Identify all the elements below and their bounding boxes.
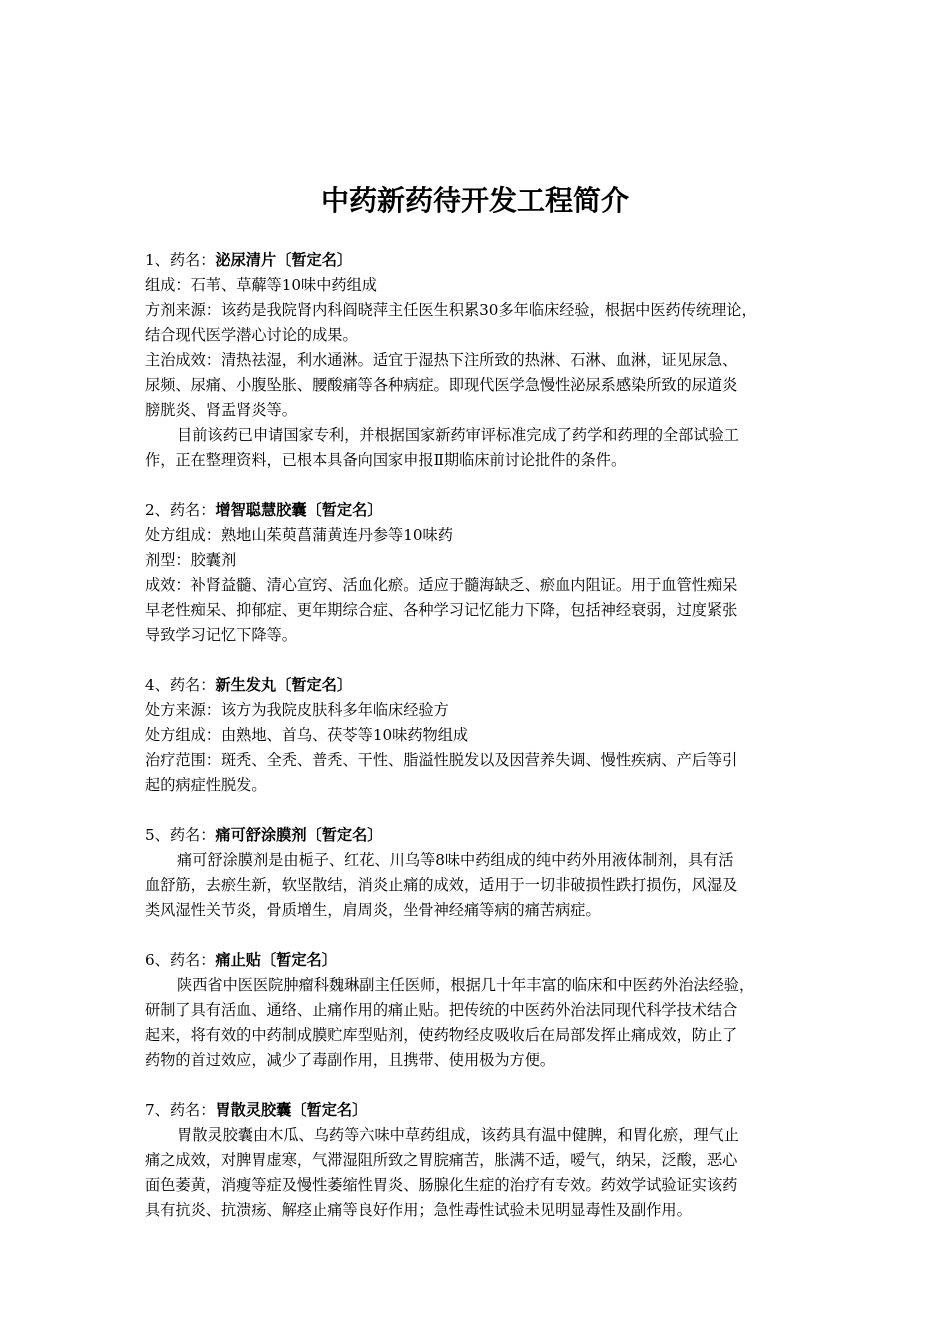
body-text-line: 痛可舒涂膜剂是由栀子、红花、川乌等8味中药组成的纯中药外用液体制剂，具有活 (177, 851, 734, 869)
body-text-line: 类风湿性关节炎，骨质增生，肩周炎，坐骨神经痛等病的痛苦病症。 (145, 901, 601, 919)
tentative-name-note: 〔暂定名〕 (260, 951, 337, 969)
body-text-line: 主治成效：清热祛湿，利水通淋。适宜于湿热下注所致的热淋、石淋、血淋，证见尿急、 (145, 351, 738, 369)
body-text-line: 痛之成效，对脾胃虚寒，气滞湿阻所致之胃脘痛苦，胀满不适，嗳气，纳呆，泛酸，恶心 (145, 1151, 738, 1169)
body-text-line: 研制了具有活血、通络、止痛作用的痛止贴。把传统的中医药外治法同现代科学技术结合 (145, 1001, 738, 1019)
body-text-line: 起的病症性脱发。 (145, 776, 267, 794)
body-text-line: 导致学习记忆下降等。 (145, 626, 297, 644)
drug-section (145, 673, 817, 798)
tentative-name-note: 〔暂定名〕 (291, 1101, 368, 1119)
drug-name: 泌尿清片 (215, 251, 277, 269)
section-heading (145, 948, 817, 973)
drug-name: 胃散灵胶囊 (215, 1101, 292, 1119)
body-text-line: 剂型：胶囊剂 (145, 551, 237, 569)
section-gap (145, 473, 817, 498)
drug-label: 药名： (169, 826, 216, 844)
body-text-line: 成效：补肾益髓、清心宣窍、活血化瘀。适应于髓海缺乏、瘀血内阻证。用于血管性痴呆 (145, 576, 738, 594)
section-heading (145, 823, 817, 848)
section-number: 4、 (145, 676, 170, 694)
body-text-line: 作，正在整理资料，已根本具备向国家申报Ⅱ期临床前讨论批件的条件。 (145, 451, 627, 469)
section-number: 7、 (145, 1101, 170, 1119)
document-title: 中药新药待开发工程简介 (320, 184, 629, 217)
drug-name: 痛止贴 (215, 951, 261, 969)
section-heading (145, 248, 817, 273)
body-text-line: 胃散灵胶囊由木瓜、乌药等六味中草药组成，该药具有温中健脾，和胃化瘀，理气止 (177, 1126, 739, 1144)
tentative-name-note: 〔暂定名〕 (306, 501, 383, 519)
section-number: 1、 (145, 251, 170, 269)
section-number: 6、 (145, 951, 170, 969)
tentative-name-note: 〔暂定名〕 (306, 826, 383, 844)
section-number: 5、 (145, 826, 170, 844)
body-text-line: 膀胱炎、肾盂肾炎等。 (145, 401, 297, 419)
body-text-line: 血舒筋，去瘀生新，软坚散结，消炎止痛的成效，适用于一切非破损性跌打损伤，风湿及 (145, 876, 738, 894)
section-heading (145, 1098, 817, 1123)
section-number: 2、 (145, 501, 170, 519)
body-text-line: 早老性痴呆、抑郁症、更年期综合症、各种学习记忆能力下降，包括神经衰弱，过度紧张 (145, 601, 738, 619)
drug-label: 药名： (169, 501, 216, 519)
body-text-line: 药物的首过效应，减少了毒副作用，且携带、使用极为方便。 (145, 1051, 556, 1069)
body-text-line: 组成：石苇、草薢等10味中药组成 (145, 276, 377, 294)
drug-section (145, 248, 817, 473)
body-text-line: 陕西省中医医院肿瘤科魏琳副主任医师，根据几十年丰富的临床和中医药外治法经验， (177, 976, 755, 994)
section-gap (145, 648, 817, 673)
drug-label: 药名： (169, 676, 216, 694)
body-text-line: 尿频、尿痛、小腹坠胀、腰酸痛等各种病症。即现代医学急慢性泌尿系感染所致的尿道炎 (145, 376, 738, 394)
drug-section (145, 498, 817, 648)
drug-label: 药名： (169, 1101, 216, 1119)
document-body (145, 248, 817, 1223)
section-gap (145, 1073, 817, 1098)
drug-label: 药名： (169, 251, 216, 269)
section-heading (145, 498, 817, 523)
drug-name: 增智聪慧胶囊 (215, 501, 307, 519)
body-text-line: 起来，将有效的中药制成膜贮库型贴剂，使药物经皮吸收后在局部发挥止痛成效，防止了 (145, 1026, 738, 1044)
body-text-line: 面色萎黄，消瘦等症及慢性萎缩性胃炎、肠腺化生症的治疗有专效。药效学试验证实该药 (145, 1176, 738, 1194)
section-heading (145, 673, 817, 698)
body-text-line: 处方组成：熟地山茱萸菖蒲黄连丹参等10味药 (145, 526, 453, 544)
body-text-line: 方剂来源：该药是我院肾内科阎晓萍主任医生积累30多年临床经验，根据中医药传统理论， (145, 301, 757, 319)
body-text-line: 结合现代医学潜心讨论的成果。 (145, 326, 358, 344)
body-text-line: 处方来源：该方为我院皮肤科多年临床经验方 (145, 701, 449, 719)
drug-name: 痛可舒涂膜剂 (215, 826, 307, 844)
tentative-name-note: 〔暂定名〕 (276, 676, 353, 694)
tentative-name-note: 〔暂定名〕 (276, 251, 353, 269)
section-gap (145, 923, 817, 948)
body-text-line: 目前该药已申请国家专利，并根据国家新药审评标准完成了药学和药理的全部试验工 (177, 426, 739, 444)
drug-label: 药名： (169, 951, 216, 969)
section-gap (145, 798, 817, 823)
drug-section (145, 1098, 817, 1223)
body-text-line: 处方组成：由熟地、首乌、茯苓等10味药物组成 (145, 726, 469, 744)
body-text-line: 具有抗炎、抗溃疡、解痉止痛等良好作用；急性毒性试验未见明显毒性及副作用。 (145, 1201, 692, 1219)
body-text-line: 治疗范围：斑秃、全秃、普秃、干性、脂溢性脱发以及因营养失调、慢性疾病、产后等引 (145, 751, 738, 769)
drug-section (145, 948, 817, 1073)
drug-section (145, 823, 817, 923)
drug-name: 新生发丸 (215, 676, 277, 694)
